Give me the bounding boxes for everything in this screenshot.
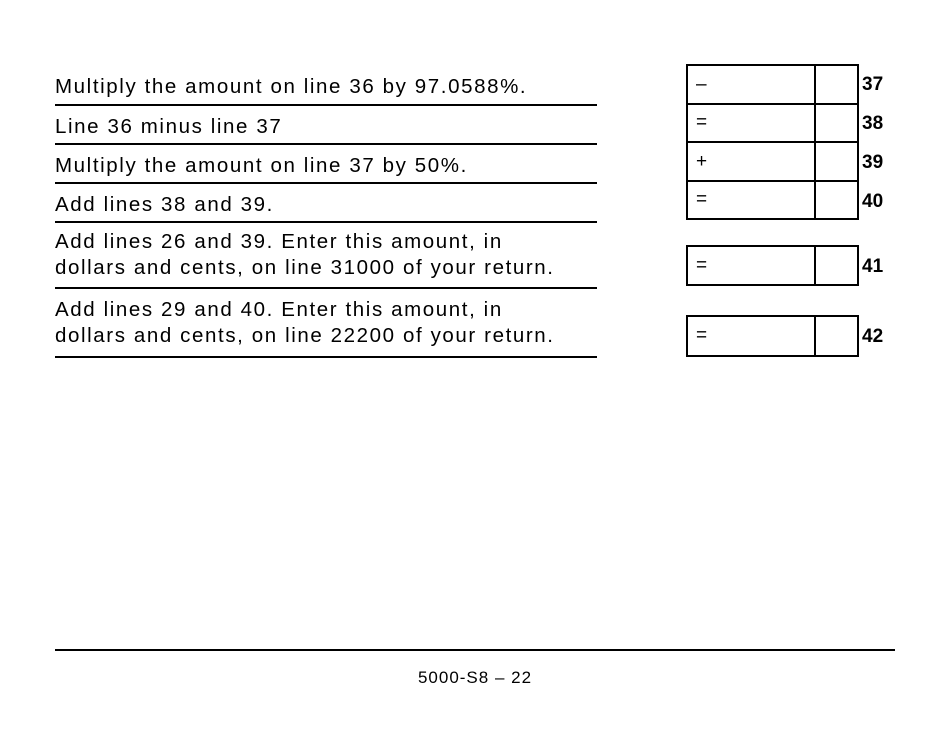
instruction-text: Multiply the amount on line 37 by 50%. — [55, 154, 468, 177]
instruction-line-38 — [55, 114, 597, 145]
cents-cell[interactable] — [816, 66, 857, 103]
dollars-cell[interactable] — [688, 143, 816, 180]
cents-cell[interactable] — [816, 317, 857, 355]
dollars-cell[interactable] — [688, 317, 816, 355]
equals-operator: = — [696, 254, 708, 276]
equals-operator: = — [696, 112, 708, 133]
amount-field-line-41[interactable] — [686, 245, 859, 286]
equals-operator: = — [696, 189, 708, 210]
cents-cell[interactable] — [816, 182, 857, 218]
line-number-40: 40 — [862, 191, 884, 212]
instruction-line-42 — [55, 297, 597, 358]
instruction-text: Add lines 29 and 40. Enter this amount, in — [55, 298, 503, 321]
instruction-text: Add lines 26 and 39. Enter this amount, in — [55, 230, 503, 253]
amount-field-line-42[interactable] — [686, 315, 859, 357]
instruction-text: Add lines 38 and 39. — [55, 193, 274, 216]
amount-field-line-39[interactable] — [686, 141, 859, 182]
line-number-41: 41 — [862, 256, 884, 277]
dollars-cell[interactable] — [688, 105, 816, 141]
line-number-42: 42 — [862, 326, 884, 347]
instruction-line-40 — [55, 192, 597, 223]
instruction-text: Multiply the amount on line 36 by 97.0588%. — [55, 75, 528, 98]
footer-divider — [55, 649, 895, 651]
amount-field-line-38[interactable] — [686, 103, 859, 143]
line-number-39: 39 — [862, 152, 884, 173]
instruction-text: dollars and cents, on line 22200 of your return. — [55, 324, 555, 347]
amount-field-line-40[interactable] — [686, 180, 859, 220]
plus-operator: + — [696, 150, 708, 172]
form-page-id: 5000-S8 – 22 — [417, 668, 533, 687]
instruction-line-37 — [55, 74, 597, 106]
instruction-line-39 — [55, 153, 597, 184]
dollars-cell[interactable] — [688, 66, 816, 103]
instruction-text: dollars and cents, on line 31000 of your return. — [55, 256, 555, 279]
cents-cell[interactable] — [816, 143, 857, 180]
instruction-text: Line 36 minus line 37 — [55, 115, 283, 138]
minus-operator: – — [696, 73, 707, 95]
dollars-cell[interactable] — [688, 247, 816, 284]
cents-cell[interactable] — [816, 105, 857, 141]
dollars-cell[interactable] — [688, 182, 816, 218]
line-number-38: 38 — [862, 113, 884, 134]
line-number-37: 37 — [862, 74, 884, 95]
cents-cell[interactable] — [816, 247, 857, 284]
instruction-line-41 — [55, 229, 597, 289]
amount-field-line-37[interactable] — [686, 64, 859, 105]
equals-operator: = — [696, 325, 708, 346]
